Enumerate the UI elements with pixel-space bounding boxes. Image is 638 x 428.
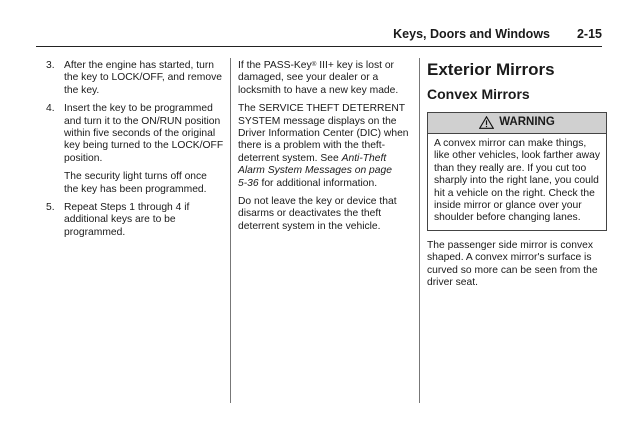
key-warning-paragraph: Do not leave the key or device that disarms or deactivates the theft deterrent system in the vehicle. (238, 196, 397, 232)
step-number: 5. (46, 202, 55, 214)
cross-reference: Anti-Theft Alarm System Messages on page 5‑36 (238, 152, 392, 189)
step-number: 4. (46, 103, 55, 115)
step-text: Repeat Steps 1 through 4 if additional keys are to be programmed. (64, 202, 190, 238)
column-1 (44, 60, 224, 245)
service-message-paragraph: The SERVICE THEFT DETERRENT SYSTEM message displays on the Driver Information Center (DIC) when there is a problem with the theft-deterrent system. See Anti-Theft Alarm System Messages on page 5‑36 for additional information. (238, 103, 409, 189)
lost-key-paragraph: If the PASS-Key® III+ key is lost or damaged, see your dealer or a locksmith to have a new key made. (238, 60, 399, 96)
header-title: Keys, Doors and Windows (393, 27, 550, 41)
page-header (0, 0, 638, 44)
column-2 (238, 60, 410, 239)
warning-text: A convex mirror can make things, like other vehicles, look farther away than they really are. If you cut too sharply into the right lane, you could hit a vehicle on the right. Check the inside mirror or glance over your shoulder before changing lanes. (434, 138, 600, 224)
registered-mark: ® (311, 61, 317, 68)
column-3 (427, 60, 607, 295)
step-item (44, 202, 224, 239)
step-number: 3. (46, 60, 55, 71)
step-text: Insert the key to be programmed and turn it to the ON/RUN position within five seconds of the original key being turned to the LOCK/OFF position. (64, 103, 224, 164)
warning-label: WARNING (499, 116, 555, 129)
warning-triangle-icon (479, 116, 494, 129)
step-item (44, 103, 224, 196)
step-note: The security light turns off once the key has been programmed. (64, 171, 207, 195)
column-divider-2 (419, 58, 420, 403)
section-title: Exterior Mirrors (427, 60, 555, 79)
warning-header (428, 113, 606, 134)
warning-box (427, 112, 607, 231)
steps-list (44, 60, 224, 239)
page-number: 2-15 (576, 27, 602, 41)
step-item (44, 60, 224, 97)
header-rule (36, 46, 602, 47)
mirror-body-text: The passenger side mirror is convex shaped. A convex mirror's surface is curved so more can be seen from the driver seat. (427, 239, 598, 289)
column-divider-1 (230, 58, 231, 403)
sub-title: Convex Mirrors (427, 86, 530, 102)
step-text: After the engine has started, turn the key to LOCK/OFF, and remove the key. (64, 60, 222, 96)
